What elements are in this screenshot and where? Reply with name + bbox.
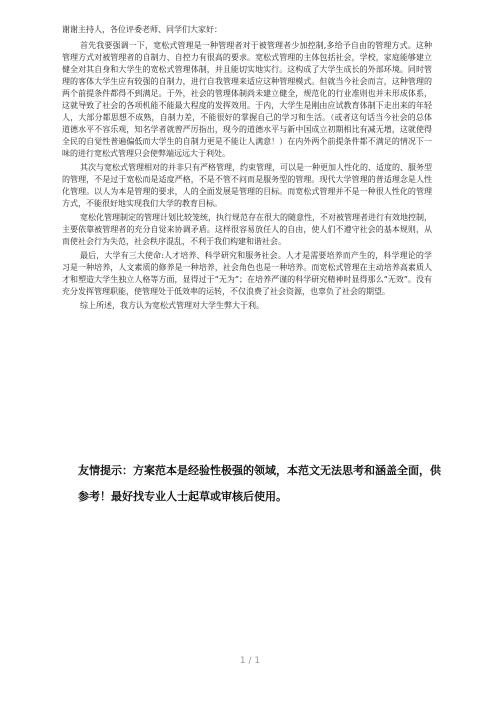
friendly-notice: 友情提示：方案范本是经验性极强的领域，本范文无法思考和涵盖全面，供参考！最好找专业人士起草或审核后使用。: [78, 464, 441, 503]
document-body: [62, 24, 432, 314]
salutation: 谢谢主持人，各位评委老师、同学们大家好：: [62, 25, 222, 34]
paragraph-2: 其次与宽松式管理相对的并非只有严格管理，约束管理，可以是一种更加人性化的、适度的、服务型的管理，不是过于宽松而是适度严格，不是不管不问而是服务型的管理。现代大学管理的普适理念是人性化管理。以人为本是管理的要求，人的全面发展是管理的目标。而宽松式管理并不是一种很人性化的管理方式，不能很好地实现我们大学的教育目标。: [62, 163, 432, 208]
paragraph-4: 最后，大学有三大使命:人才培养、科学研究和服务社会。人才是需要培养而产生的，科学理论的学习是一种培养，人文素质的修养是一种培养，社会角色也是一种培养。而宽松式管理在主动培养高素质人才和塑造大学生独立人格等方面，显得过于“无为”；在培养严谨的科学研究精神时显得那么“无效”。没有充分发挥管理职能，使管理处于低效率的运转，不仅浪费了社会资源，也辜负了社会的期望。: [62, 251, 432, 296]
paragraph-3: 宽松化管理制定的管理计划比较笼统，执行规范存在很大的随意性，不对被管理者进行有效地控制，主要依靠被管理者的充分自觉来协调矛盾。这样很容易放任人的自由，使人们不遵守社会的基本规则，从而使社会行为失范，社会秩序混乱，不利于我们构建和谐社会。: [62, 213, 432, 246]
paragraph-1: 首先我要强调一下，宽松式管理是一种管理者对于被管理者少加控制,多给予自由的管理方式。这种管理方式对被管理者的自制力、自控力有很高的要求。宽松式管理的主体包括社会，学校，家庭能够建立健全对其自身和大学生的宽松式管理体制，并且能切实地实行。这构成了大学生成长的外部环境。同时管理的客体大学生应有较强的自制力，进行自我管理来适应这种管理模式。但就当今社会而言，这种管理的两个前提条件都得不到满足。于外，社会的管理体制尚未建立健全，规范化的行业准则也并未形成体系，这就导致了社会的各项机能不能最大程度的发挥效用。于内，大学生是刚由应试教育体制下走出来的年轻人，大部分都思想不成熟，自制力差，不能很好的掌握自己的学习和生活。（或者这句话当今社会的总体道德水平不容乐观，知名学者就曾严厉指出，现今的道德水平与新中国成立初期相比有减无增，这就使得全民的自觉性普遍偏低而大学生的自制力更是不能让人满意！）在内外两个前提条件都不满足的情况下一味的进行宽松式管理只会使弊端远远大于利处。: [62, 41, 432, 158]
page-number: 1 / 1: [239, 656, 261, 666]
paragraph-5: 综上所述，我方认为宽松式管理对大学生弊大于利。: [80, 301, 264, 310]
